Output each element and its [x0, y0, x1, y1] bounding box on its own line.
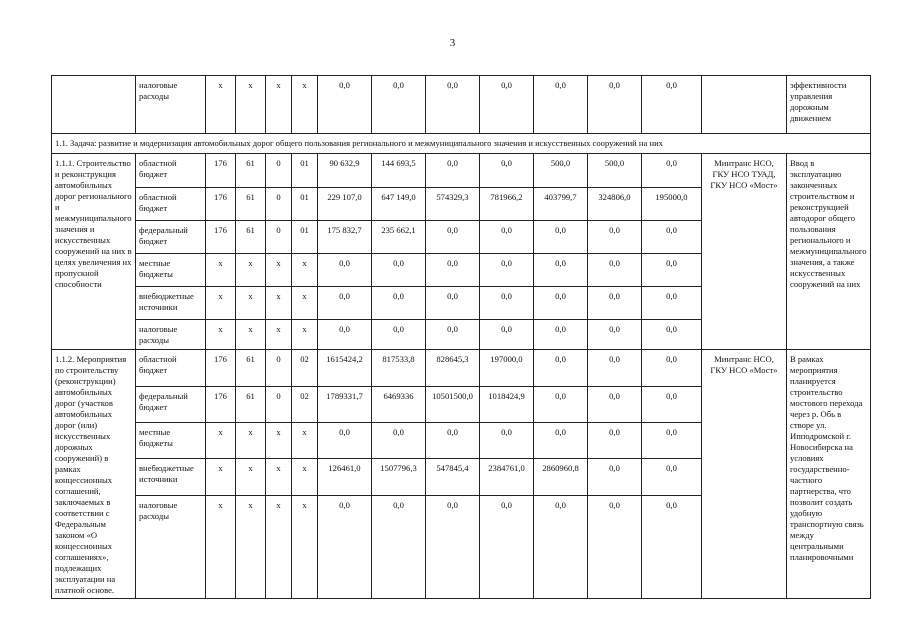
code-cell: x	[236, 495, 266, 598]
value-cell: 0,0	[318, 495, 372, 598]
value-cell: 500,0	[534, 154, 588, 188]
value-cell: 0,0	[426, 495, 480, 598]
value-cell: 0,0	[534, 287, 588, 320]
table-row	[52, 350, 871, 387]
value-cell: 0,0	[372, 254, 426, 287]
value-cell: 547845,4	[426, 458, 480, 495]
funding-source: налоговые расходы	[136, 76, 206, 134]
code-cell: 176	[206, 386, 236, 422]
table-row	[52, 76, 871, 134]
measure-name: 1.1.1. Строительство и реконструкция автомобильных дорог регионального и межмуниципального значения и искусственных сооружений на них в целях увеличения их пропускной способности	[52, 154, 136, 350]
funding-source: местные бюджеты	[136, 254, 206, 287]
measure-name: 1.1.2. Мероприятия по строительству (реконструкции) автомобильных дорог (участков автомобильных дорог (или) искусственных дорожных сооружений) в рамках концессионных соглашений, заключаемых в соответствии с Федеральным законом «О концессионных соглашениях», подлежащих эксплуатации на платной основе.	[52, 350, 136, 599]
value-cell: 1507796,3	[372, 458, 426, 495]
code-cell: 61	[236, 350, 266, 387]
code-cell: 176	[206, 188, 236, 221]
value-cell: 0,0	[426, 254, 480, 287]
value-cell: 0,0	[480, 495, 534, 598]
code-cell: 02	[292, 386, 318, 422]
value-cell: 0,0	[588, 287, 642, 320]
value-cell: 0,0	[588, 254, 642, 287]
code-cell: 0	[266, 386, 292, 422]
value-cell: 0,0	[642, 221, 702, 254]
page-number: 3	[449, 37, 456, 49]
funding-source: внебюджетные источники	[136, 458, 206, 495]
value-cell: 0,0	[372, 287, 426, 320]
funding-source: федеральный бюджет	[136, 221, 206, 254]
funding-source: областной бюджет	[136, 350, 206, 387]
code-cell: x	[266, 458, 292, 495]
code-cell: 02	[292, 350, 318, 387]
funding-source: внебюджетные источники	[136, 287, 206, 320]
code-cell: x	[266, 422, 292, 458]
value-cell: 0,0	[480, 422, 534, 458]
code-cell: 176	[206, 350, 236, 387]
table-body	[52, 76, 871, 599]
code-cell: x	[292, 422, 318, 458]
code-cell: x	[236, 76, 266, 134]
value-cell: 781966,2	[480, 188, 534, 221]
blank-cell	[702, 76, 787, 134]
responsible-executor: Минтранс НСО, ГКУ НСО ТУАД, ГКУ НСО «Мост»	[702, 154, 787, 350]
value-cell: 0,0	[480, 287, 534, 320]
value-cell: 0,0	[372, 422, 426, 458]
code-cell: 61	[236, 221, 266, 254]
value-cell: 0,0	[588, 350, 642, 387]
value-cell: 0,0	[534, 221, 588, 254]
code-cell: 01	[292, 188, 318, 221]
code-cell: 176	[206, 154, 236, 188]
code-cell: x	[266, 287, 292, 320]
value-cell: 0,0	[642, 458, 702, 495]
code-cell: x	[206, 287, 236, 320]
value-cell: 0,0	[588, 386, 642, 422]
code-cell: 61	[236, 386, 266, 422]
funding-source: местные бюджеты	[136, 422, 206, 458]
value-cell: 817533,8	[372, 350, 426, 387]
code-cell: x	[206, 320, 236, 350]
value-cell: 0,0	[426, 154, 480, 188]
code-cell: x	[266, 320, 292, 350]
value-cell: 0,0	[642, 350, 702, 387]
value-cell: 0,0	[588, 422, 642, 458]
code-cell: x	[292, 458, 318, 495]
value-cell: 0,0	[318, 76, 372, 134]
value-cell: 0,0	[480, 320, 534, 350]
value-cell: 0,0	[318, 254, 372, 287]
code-cell: x	[236, 320, 266, 350]
code-cell: 0	[266, 221, 292, 254]
code-cell: 61	[236, 154, 266, 188]
value-cell: 324806,0	[588, 188, 642, 221]
code-cell: x	[292, 287, 318, 320]
value-cell: 0,0	[372, 76, 426, 134]
result-cell: эффективности управления дорожным движением	[787, 76, 871, 134]
code-cell: 61	[236, 188, 266, 221]
value-cell: 0,0	[642, 320, 702, 350]
value-cell: 2384761,0	[480, 458, 534, 495]
value-cell: 0,0	[534, 254, 588, 287]
value-cell: 0,0	[480, 254, 534, 287]
value-cell: 0,0	[318, 320, 372, 350]
value-cell: 0,0	[534, 495, 588, 598]
value-cell: 0,0	[534, 422, 588, 458]
funding-source: федеральный бюджет	[136, 386, 206, 422]
value-cell: 229 107,0	[318, 188, 372, 221]
funding-source: областной бюджет	[136, 154, 206, 188]
code-cell: x	[206, 76, 236, 134]
value-cell: 0,0	[480, 76, 534, 134]
value-cell: 0,0	[426, 221, 480, 254]
value-cell: 647 149,0	[372, 188, 426, 221]
value-cell: 0,0	[642, 254, 702, 287]
code-cell: x	[266, 254, 292, 287]
responsible-executor: Минтранс НСО, ГКУ НСО «Мост»	[702, 350, 787, 599]
value-cell: 235 662,1	[372, 221, 426, 254]
value-cell: 175 832,7	[318, 221, 372, 254]
value-cell: 1018424,9	[480, 386, 534, 422]
value-cell: 0,0	[588, 221, 642, 254]
value-cell: 10501500,0	[426, 386, 480, 422]
program-table	[51, 75, 871, 599]
value-cell: 0,0	[534, 320, 588, 350]
value-cell: 0,0	[426, 76, 480, 134]
value-cell: 0,0	[642, 154, 702, 188]
value-cell: 0,0	[642, 422, 702, 458]
table-row	[52, 154, 871, 188]
expected-result: Ввод в эксплуатацию законченных строительством и реконструкцией автодорог общего пользования регионального и межмуниципального значения, а также искусственных сооружений на них	[787, 154, 871, 350]
code-cell: x	[236, 254, 266, 287]
expected-result: В рамках мероприятия планируется строительство мостового перехода через р. Обь в створе ул. Ипподромской г. Новосибирска на условиях государственно-частного партнерства, что позволит создать удобную транспортную связь между центральными планировочными	[787, 350, 871, 599]
value-cell: 0,0	[588, 458, 642, 495]
value-cell: 0,0	[426, 287, 480, 320]
code-cell: x	[266, 76, 292, 134]
funding-source: областной бюджет	[136, 188, 206, 221]
value-cell: 0,0	[642, 495, 702, 598]
value-cell: 0,0	[318, 422, 372, 458]
value-cell: 828645,3	[426, 350, 480, 387]
code-cell: x	[292, 495, 318, 598]
value-cell: 0,0	[318, 287, 372, 320]
value-cell: 403799,7	[534, 188, 588, 221]
code-cell: 0	[266, 350, 292, 387]
value-cell: 195000,0	[642, 188, 702, 221]
value-cell: 574329,3	[426, 188, 480, 221]
code-cell: x	[206, 254, 236, 287]
funding-source: налоговые расходы	[136, 320, 206, 350]
code-cell: x	[292, 320, 318, 350]
value-cell: 0,0	[426, 422, 480, 458]
value-cell: 0,0	[588, 76, 642, 134]
value-cell: 0,0	[642, 287, 702, 320]
value-cell: 0,0	[480, 154, 534, 188]
funding-source: налоговые расходы	[136, 495, 206, 598]
value-cell: 0,0	[642, 76, 702, 134]
code-cell: x	[292, 76, 318, 134]
code-cell: 01	[292, 221, 318, 254]
code-cell: 01	[292, 154, 318, 188]
value-cell: 197000,0	[480, 350, 534, 387]
value-cell: 0,0	[642, 386, 702, 422]
code-cell: x	[266, 495, 292, 598]
value-cell: 144 693,5	[372, 154, 426, 188]
value-cell: 500,0	[588, 154, 642, 188]
value-cell: 6469336	[372, 386, 426, 422]
code-cell: 0	[266, 154, 292, 188]
code-cell: 0	[266, 188, 292, 221]
task-title: 1.1. Задача: развитие и модернизация автомобильных дорог общего пользования регионального и межмуниципального значения и искусственных сооружений на них	[52, 134, 871, 154]
code-cell: x	[236, 422, 266, 458]
value-cell: 0,0	[588, 495, 642, 598]
value-cell: 0,0	[534, 386, 588, 422]
code-cell: x	[206, 422, 236, 458]
code-cell: x	[292, 254, 318, 287]
value-cell: 2860960,8	[534, 458, 588, 495]
blank-cell	[52, 76, 136, 134]
value-cell: 0,0	[372, 495, 426, 598]
code-cell: x	[206, 458, 236, 495]
code-cell: x	[236, 287, 266, 320]
value-cell: 0,0	[588, 320, 642, 350]
task-row	[52, 134, 871, 154]
code-cell: x	[236, 458, 266, 495]
code-cell: x	[206, 495, 236, 598]
code-cell: 176	[206, 221, 236, 254]
value-cell: 126461,0	[318, 458, 372, 495]
value-cell: 0,0	[426, 320, 480, 350]
value-cell: 0,0	[534, 350, 588, 387]
value-cell: 0,0	[534, 76, 588, 134]
value-cell: 1789331,7	[318, 386, 372, 422]
value-cell: 0,0	[372, 320, 426, 350]
value-cell: 0,0	[480, 221, 534, 254]
value-cell: 90 632,9	[318, 154, 372, 188]
value-cell: 1615424,2	[318, 350, 372, 387]
